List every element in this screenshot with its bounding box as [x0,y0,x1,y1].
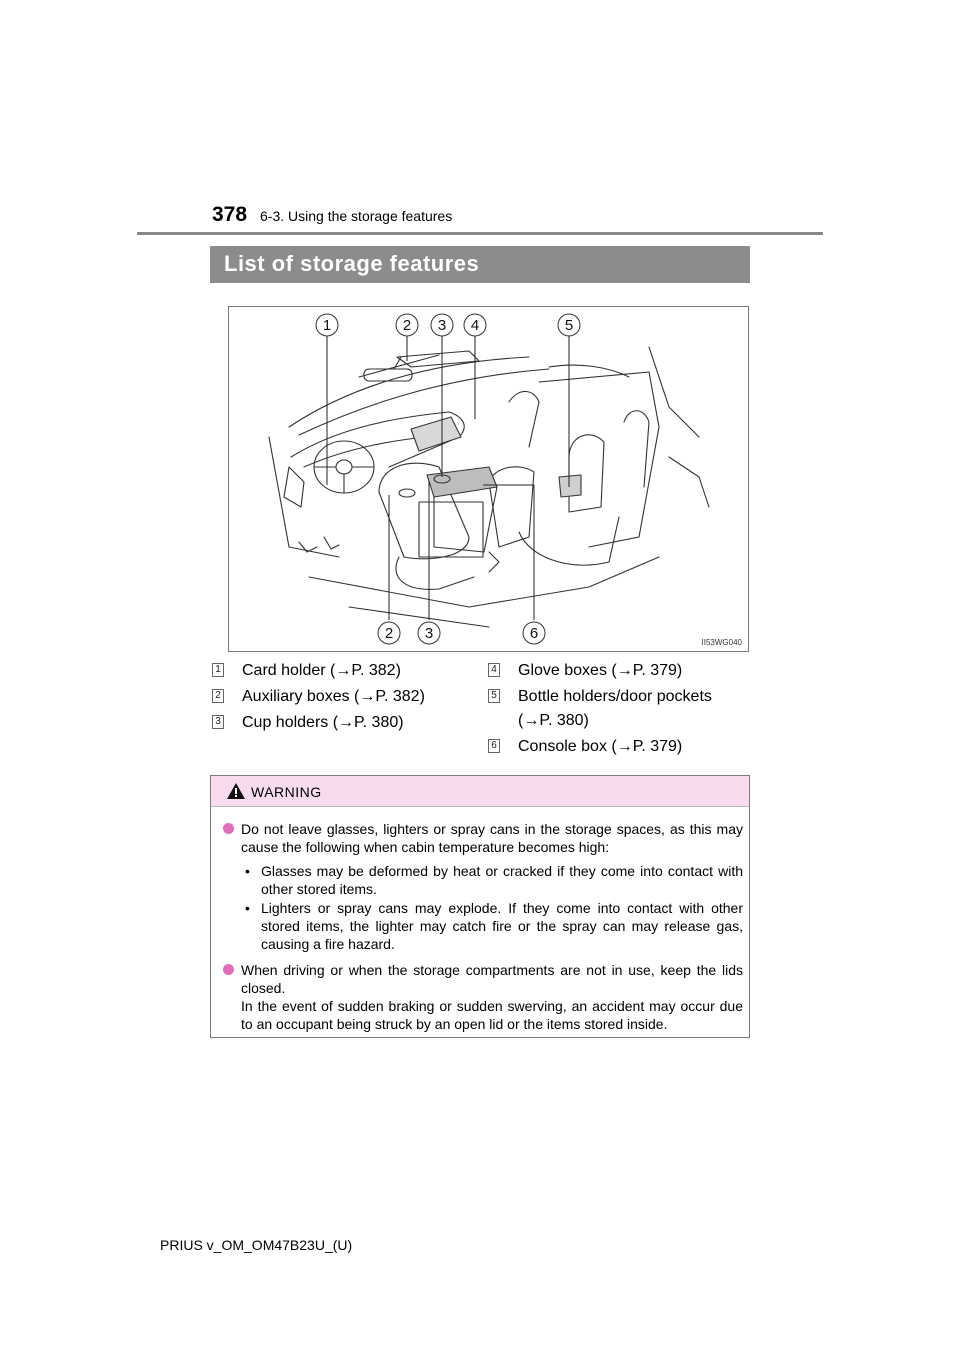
legend-text: Cup holders (→P. 380) [242,714,404,731]
legend-text: Glove boxes (→P. 379) [518,662,683,679]
legend-number: 2 [212,689,224,703]
callout-2 [396,314,418,336]
svg-text:6: 6 [529,625,539,642]
section-label: 6-3. Using the storage features [260,208,453,224]
legend-number: 3 [212,715,224,729]
callout-5 [558,314,580,336]
car-interior-drawing [229,307,750,653]
warning-title: WARNING [251,784,322,800]
warning-header [211,776,749,807]
figure-code: II53WG040 [701,638,742,647]
pink-bullet-icon [223,823,234,834]
sub-bullet: • [245,863,250,879]
warning-paragraph [221,961,743,1033]
warning-text: In the event of sudden braking or sudden swerving, an accident may occur due to an occupant being struck by an open lid or the items stored inside. [241,998,743,1032]
warning-box [210,775,750,1038]
warning-sub-list [241,862,743,953]
svg-text:4: 4 [470,317,480,334]
warning-sub-text: Glasses may be deformed by heat or cracked if they come into contact with other stored items. [261,863,743,897]
legend-number: 4 [488,663,500,677]
svg-text:3: 3 [437,317,447,334]
legend-number: 6 [488,739,500,753]
svg-text:3: 3 [424,625,434,642]
svg-text:2: 2 [384,625,394,642]
title-band [210,246,750,283]
legend-number: 5 [488,689,500,703]
sub-bullet: • [245,900,250,916]
callout-3 [431,314,453,336]
callout-3-bottom [418,622,440,644]
footer-document-id: PRIUS v_OM_OM47B23U_(U) [160,1237,353,1253]
legend-text: Auxiliary boxes (→P. 382) [242,688,425,705]
legend-text: Bottle holders/door pockets [518,688,712,705]
legend-text: Console box (→P. 379) [518,738,683,755]
warning-text: Do not leave glasses, lighters or spray cans in the storage spaces, as this may cause the following when cabin temperature becomes high: [241,821,743,855]
pink-bullet-icon [223,964,234,975]
legend-text: Card holder (→P. 382) [242,662,401,679]
warning-paragraph [221,820,743,953]
callout-2-bottom [378,622,400,644]
callout-6 [523,622,545,644]
page-number: 378 [212,203,248,226]
callout-4 [464,314,486,336]
warning-sub-item [241,862,743,898]
warning-sub-text: Lighters or spray cans may explode. If they come into contact with other stored items, the lighter may catch fire or the spray can may release gas, causing a fire hazard. [261,900,743,952]
legend-number: 1 [212,663,224,677]
svg-text:2: 2 [402,317,412,334]
svg-text:5: 5 [564,317,574,334]
warning-triangle-icon [227,783,245,799]
warning-text: When driving or when the storage compartments are not in use, keep the lids closed. [241,962,743,996]
svg-text:1: 1 [322,317,332,334]
warning-sub-item [241,899,743,953]
interior-illustration [228,306,749,652]
warning-body [221,820,743,1041]
header-rule [137,232,823,235]
callout-1 [316,314,338,336]
legend-text-continued: (→P. 380) [518,712,589,729]
page-title: List of storage features [224,251,480,276]
legend-item-bottle-holders-ref [518,710,589,732]
